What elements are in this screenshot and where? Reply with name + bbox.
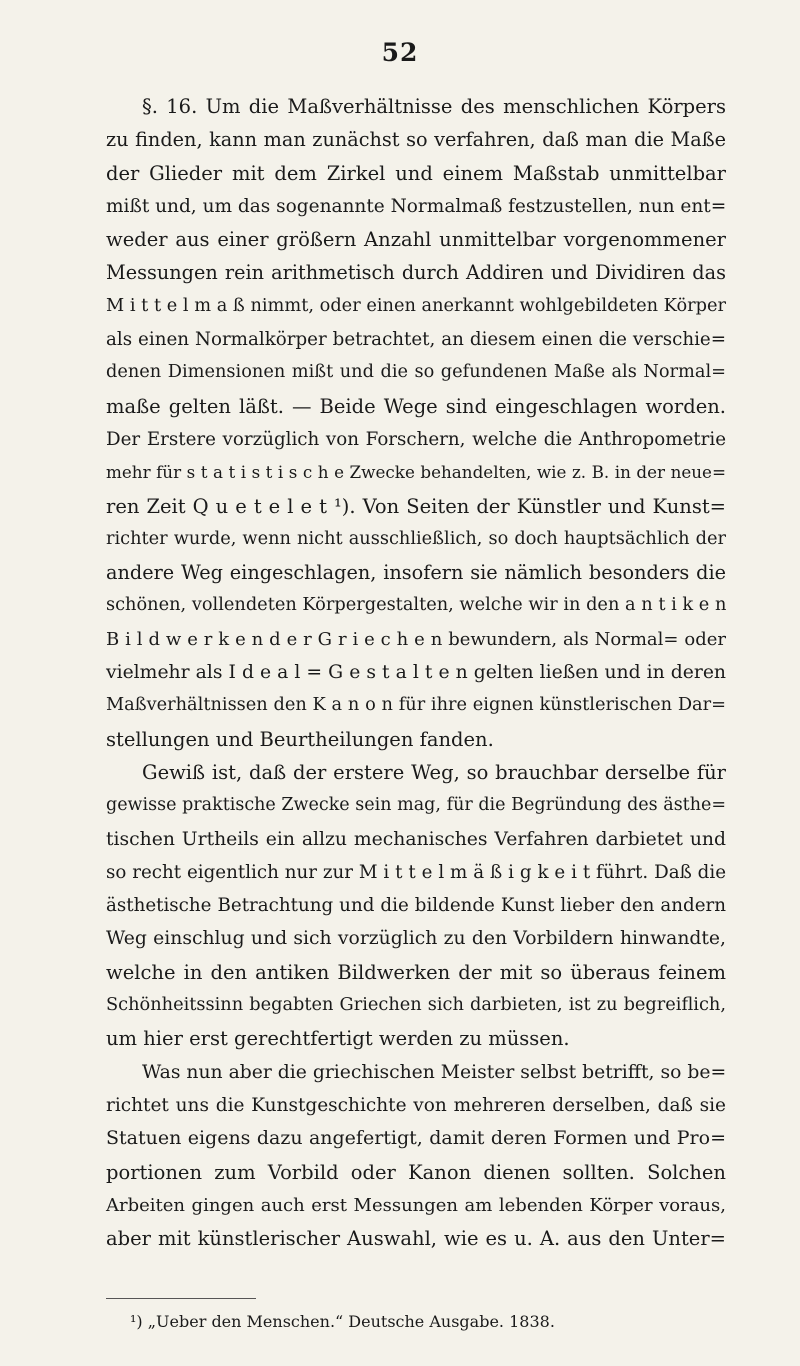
text-line: Weg einschlug und sich vorzüglich zu den Vorbildern hinwandte, xyxy=(106,928,726,950)
text-line: um hier erst gerechtfertigt werden zu müssen. xyxy=(106,1027,570,1051)
text-line: richtet uns die Kunstgeschichte von mehreren derselben, daß sie xyxy=(106,1094,726,1116)
text-line: ren Zeit Q u e t e l e t ¹). Von Seiten der Künstler und Kunst= xyxy=(106,494,726,518)
text-line: Was nun aber die griechischen Meister selbst betrifft, so be= xyxy=(142,1061,727,1083)
body-text xyxy=(106,90,726,1255)
text-line: B i l d w e r k e n d e r G r i e c h e n bewundern, als Normal= oder xyxy=(106,628,726,650)
text-line: zu finden, kann man zunächst so verfahren, daß man die Maße xyxy=(106,128,726,152)
text-line: mehr für s t a t i s t i s c h e Zwecke behandelten, wie z. B. in der neue= xyxy=(106,462,726,483)
footnote xyxy=(130,1312,730,1332)
footnote-marker: ¹) xyxy=(130,1312,143,1331)
text-line: gewisse praktische Zwecke sein mag, für die Begründung des ästhe= xyxy=(106,795,726,816)
text-line: tischen Urtheils ein allzu mechanisches Verfahren darbietet und xyxy=(106,828,726,850)
text-line: weder aus einer größern Anzahl unmittelbar vorgenommener xyxy=(106,228,726,252)
text-line: ästhetische Betrachtung und die bildende Kunst lieber den andern xyxy=(106,895,726,917)
text-line: Arbeiten gingen auch erst Messungen am lebenden Körper voraus, xyxy=(106,1194,726,1216)
text-line: der Glieder mit dem Zirkel und einem Maßstab unmittelbar xyxy=(106,161,726,185)
text-line: maße gelten läßt. — Beide Wege sind eingeschlagen worden. xyxy=(106,394,726,418)
text-line: mißt und, um das sogenannte Normalmaß festzustellen, nun ent= xyxy=(106,195,727,217)
text-line: Der Erstere vorzüglich von Forschern, welche die Anthropometrie xyxy=(106,428,726,450)
footnote-divider xyxy=(106,1298,256,1299)
text-line: §. 16. Um die Maßverhältnisse des menschlichen Körpers xyxy=(142,95,726,118)
text-line: denen Dimensionen mißt und die so gefundenen Maße als Normal= xyxy=(106,362,726,383)
text-line: richter wurde, wenn nicht ausschließlich, so doch hauptsächlich der xyxy=(106,528,726,549)
text-line: andere Weg eingeschlagen, insofern sie nämlich besonders die xyxy=(106,561,726,585)
text-line: aber mit künstlerischer Auswahl, wie es u. A. aus den Unter= xyxy=(106,1227,726,1251)
text-line: welche in den antiken Bildwerken der mit so überaus feinem xyxy=(106,960,726,984)
text-line: stellungen und Beurtheilungen fanden. xyxy=(106,727,494,751)
text-line: als einen Normalkörper betrachtet, an diesem einen die verschie= xyxy=(106,329,726,351)
text-line: M i t t e l m a ß nimmt, oder einen anerkannt wohlgebildeten Körper xyxy=(106,295,726,316)
text-line: Schönheitssinn begabten Griechen sich darbieten, ist zu begreiflich, xyxy=(106,995,726,1016)
page-number: 52 xyxy=(381,38,419,67)
text-line: Statuen eigens dazu angefertigt, damit deren Formen und Pro= xyxy=(106,1127,726,1150)
footnote-text: „Ueber den Menschen.“ Deutsche Ausgabe. 1838. xyxy=(147,1312,555,1331)
text-line: so recht eigentlich nur zur M i t t e l m ä ß i g k e i t führt. Daß die xyxy=(106,861,726,883)
text-line: portionen zum Vorbild oder Kanon dienen sollten. Solchen xyxy=(106,1160,726,1184)
text-line: schönen, vollendeten Körpergestalten, welche wir in den a n t i k e n xyxy=(106,595,727,616)
text-line: Maßverhältnissen den K a n o n für ihre eignen künstlerischen Dar= xyxy=(106,695,726,716)
text-line: Gewiß ist, daß der erstere Weg, so brauchbar derselbe für xyxy=(142,760,726,784)
text-line: Messungen rein arithmetisch durch Addiren und Dividiren das xyxy=(106,261,726,285)
text-line: vielmehr als I d e a l = G e s t a l t e n gelten ließen und in deren xyxy=(106,662,726,684)
